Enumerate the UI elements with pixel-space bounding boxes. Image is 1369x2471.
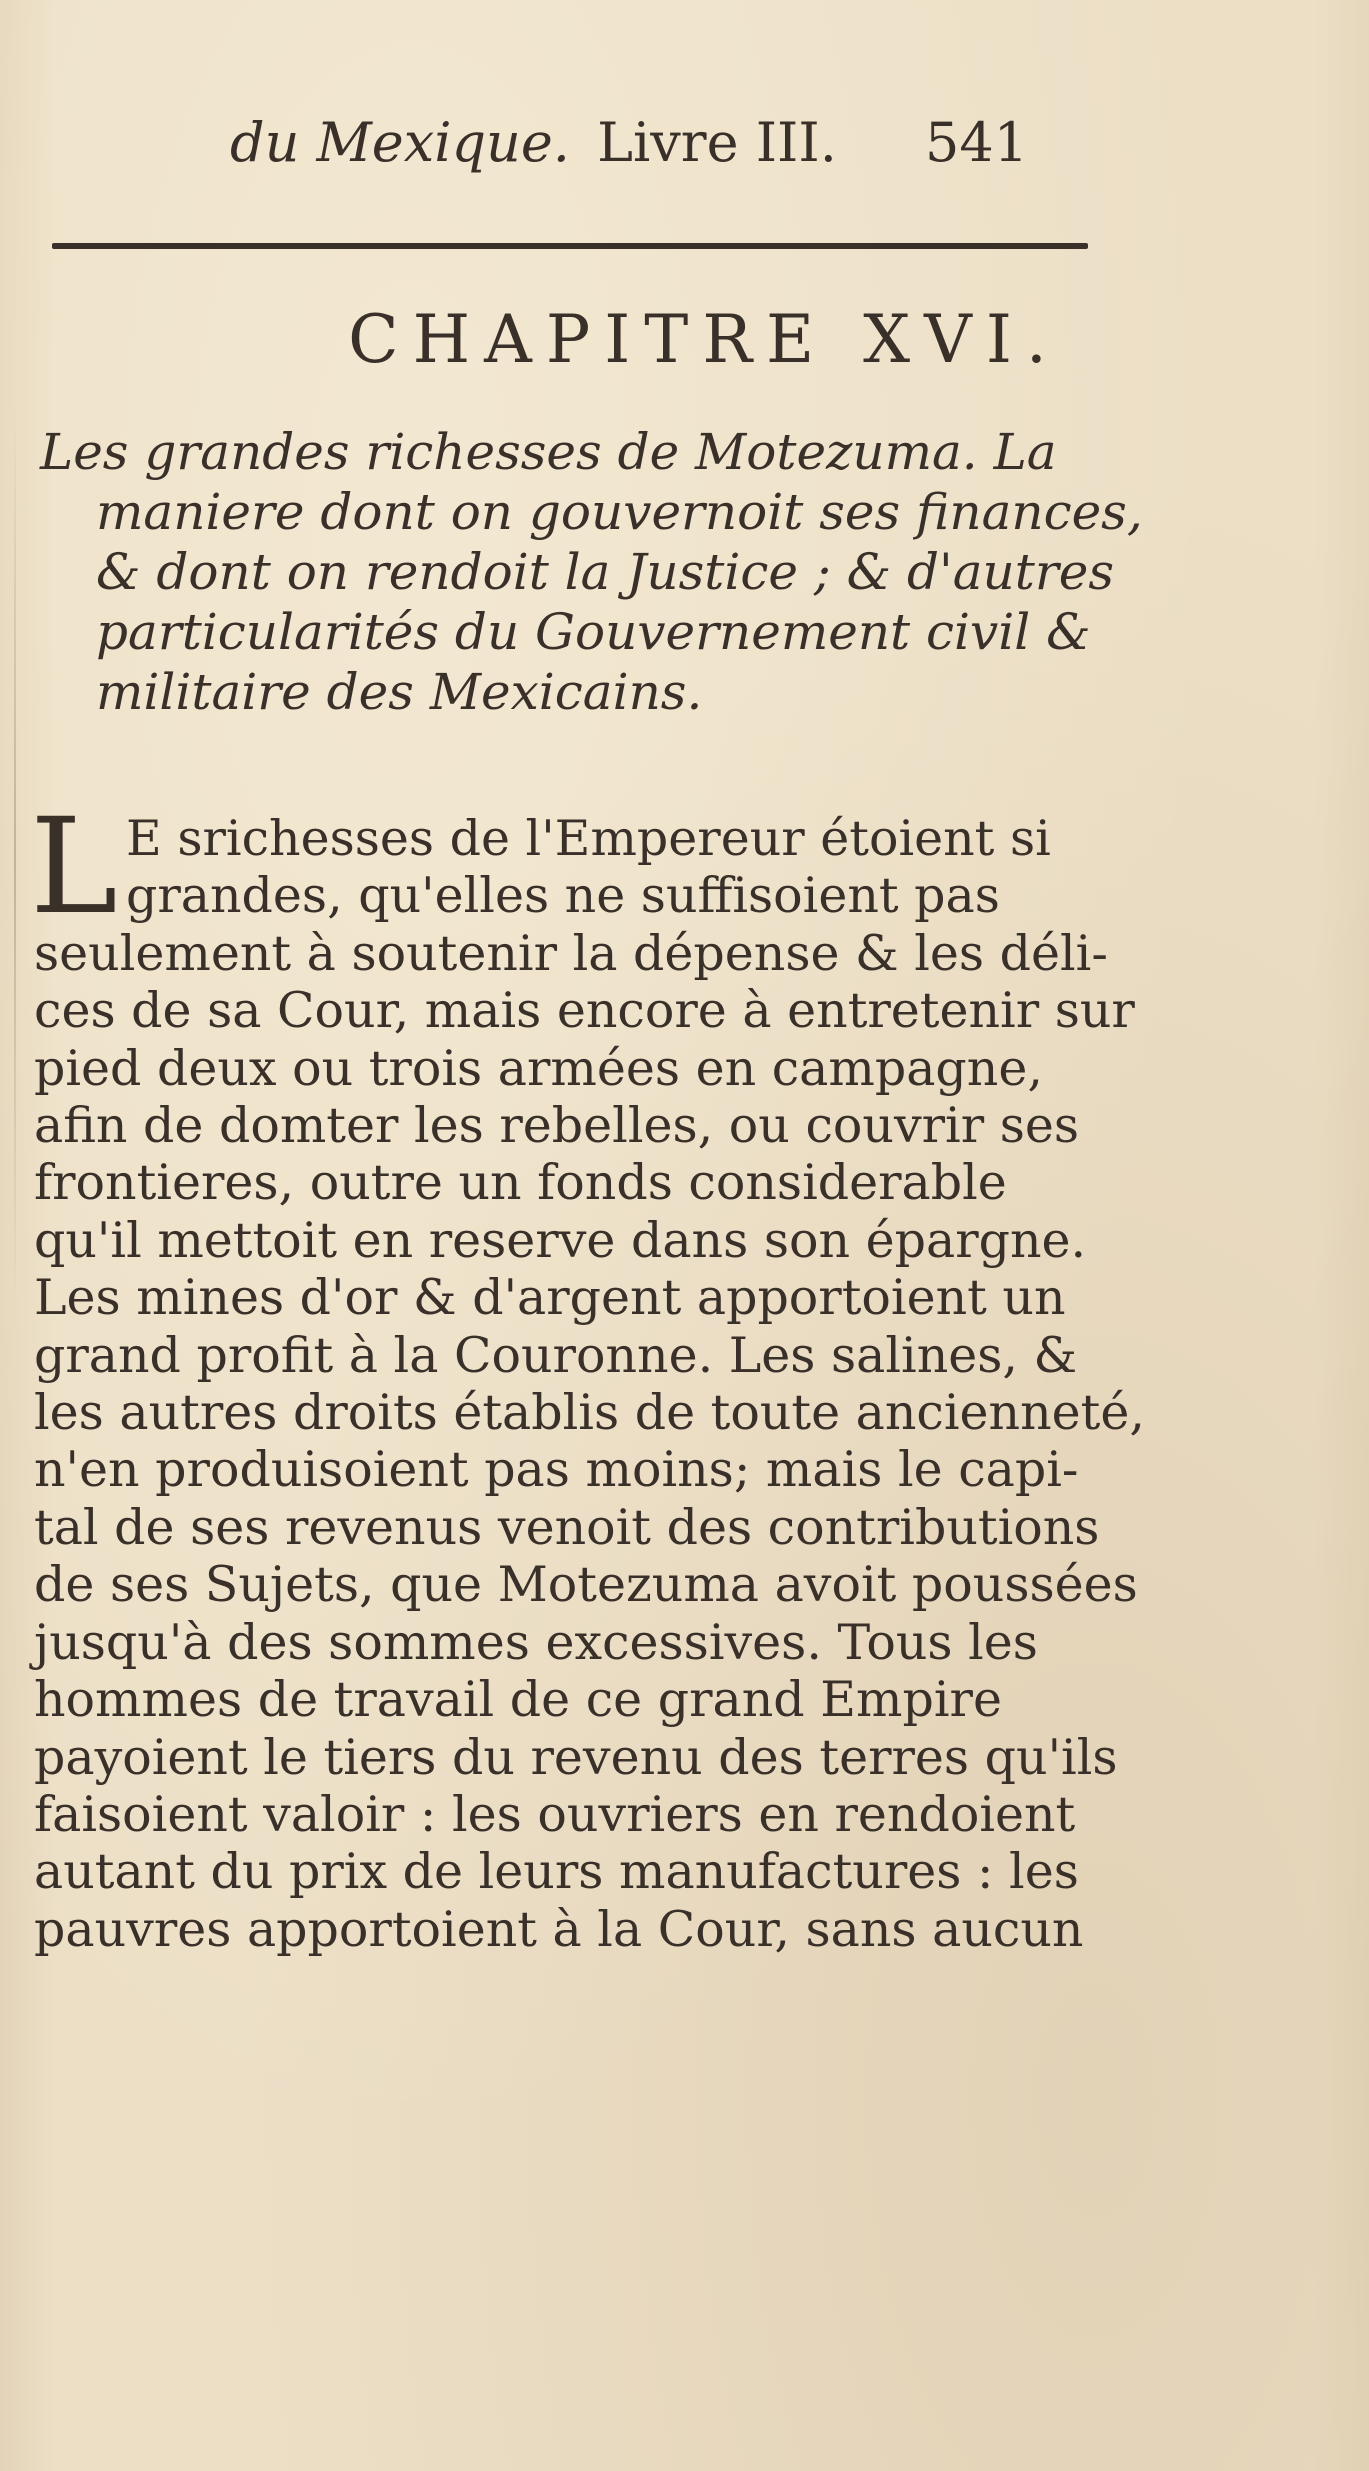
drop-cap: L bbox=[30, 790, 118, 944]
body-line: n'en produisoient pas moins; mais le capi- bbox=[34, 1441, 1079, 1499]
body-line: jusqu'à des sommes excessives. Tous les bbox=[34, 1613, 1038, 1671]
body-line: de ses Sujets, que Motezuma avoit poussées bbox=[34, 1556, 1138, 1614]
body-line: faisoient valoir : les ouvriers en rendoient bbox=[34, 1785, 1076, 1843]
body-line: payoient le tiers du revenu des terres qu'ils bbox=[34, 1728, 1118, 1786]
summary-line: & dont on rendoit la Justice ; & d'autres bbox=[96, 543, 1114, 601]
body-line: hommes de travail de ce grand Empire bbox=[34, 1671, 1002, 1729]
header-rule bbox=[52, 243, 1088, 249]
body-line: E srichesses de l'Empereur étoient si bbox=[126, 810, 1051, 867]
chapter-summary bbox=[40, 422, 1143, 722]
body-line: pied deux ou trois armées en campagne, bbox=[34, 1039, 1043, 1097]
page-number: 541 bbox=[925, 111, 1029, 174]
body-line: les autres droits établis de toute ancienneté, bbox=[34, 1384, 1145, 1442]
body-line: grand profit à la Couronne. Les salines, & bbox=[34, 1326, 1078, 1384]
body-line: frontieres, outre un fonds considerable bbox=[34, 1154, 1007, 1212]
body-line: Les mines d'or & d'argent apportoient un bbox=[34, 1269, 1066, 1327]
summary-line: particularités du Gouvernement civil & bbox=[96, 603, 1091, 661]
body-line: ces de sa Cour, mais encore à entretenir sur bbox=[34, 982, 1135, 1040]
body-line: grandes, qu'elles ne suffisoient pas bbox=[126, 867, 1000, 925]
body-line: qu'il mettoit en reserve dans son épargne. bbox=[34, 1211, 1087, 1269]
body-line: autant du prix de leurs manufactures : les bbox=[34, 1843, 1079, 1901]
summary-line: Les grandes richesses de Motezuma. La bbox=[40, 423, 1057, 481]
running-head-book: Livre III. bbox=[597, 111, 837, 174]
page-gutter-shadow bbox=[14, 410, 16, 1310]
running-head bbox=[230, 108, 1130, 178]
body-text bbox=[30, 790, 1145, 1958]
body-line: seulement à soutenir la dépense & les déli- bbox=[34, 924, 1108, 982]
running-head-title: du Mexique. bbox=[230, 111, 570, 174]
opening-paragraph bbox=[30, 790, 1094, 944]
summary-line: maniere dont on gouvernoit ses finances, bbox=[96, 483, 1143, 541]
body-line: pauvres apportoient à la Cour, sans aucun bbox=[34, 1900, 1084, 1958]
body-line: tal de ses revenus venoit des contributions bbox=[34, 1498, 1100, 1556]
summary-line: militaire des Mexicains. bbox=[96, 663, 703, 721]
body-line: afin de domter les rebelles, ou couvrir ses bbox=[34, 1097, 1080, 1155]
chapter-title: CHAPITRE XVI. bbox=[348, 301, 1061, 378]
